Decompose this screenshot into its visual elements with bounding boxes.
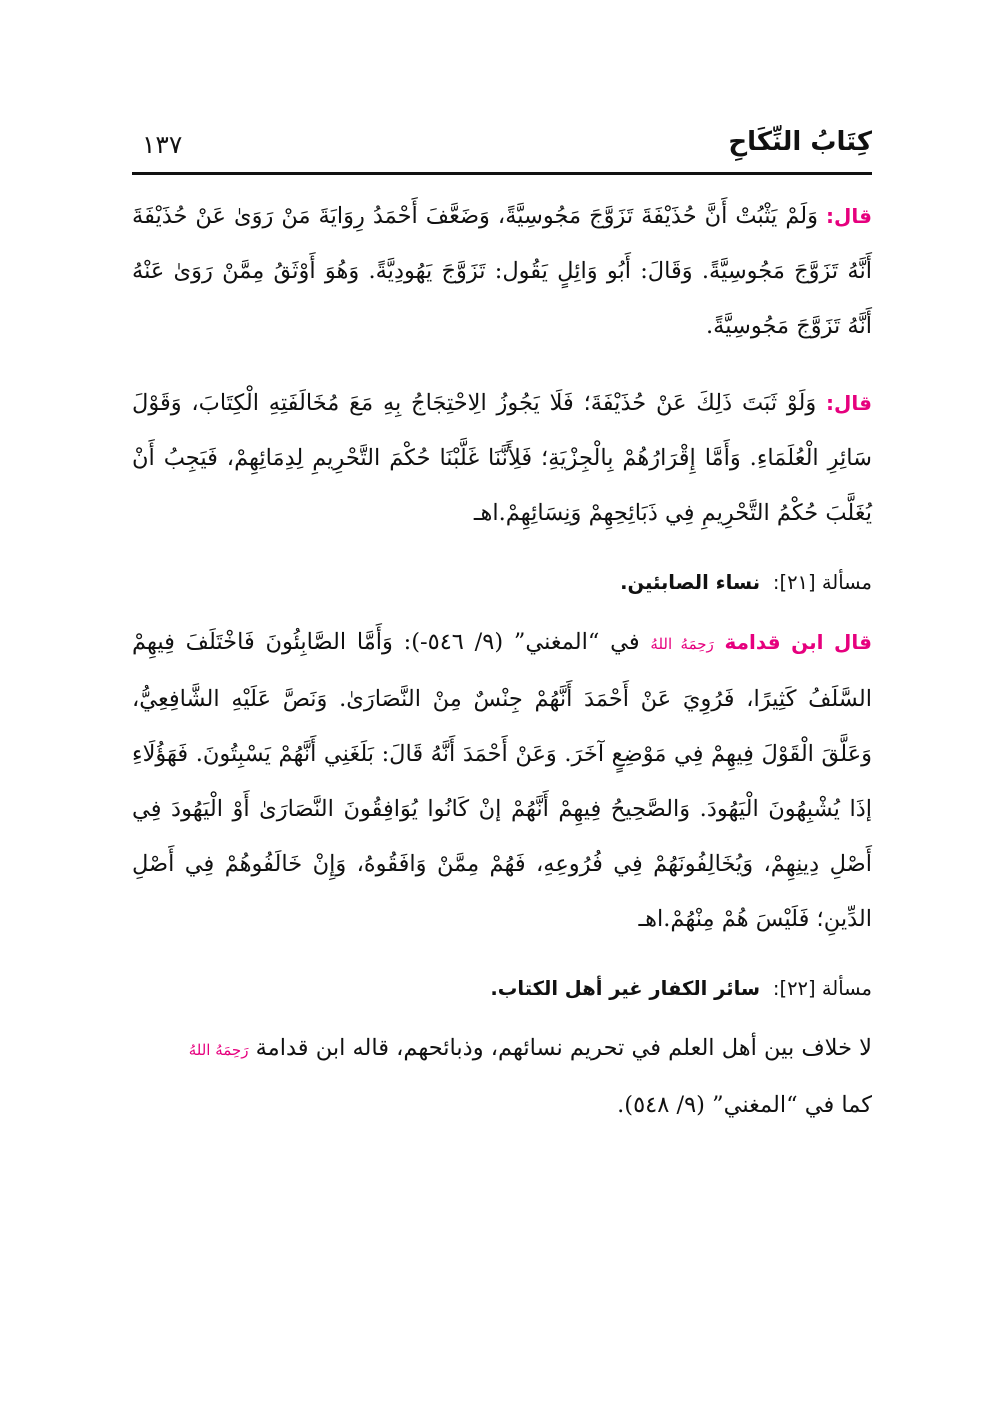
closing-paragraph (132, 1021, 872, 1133)
page-number: ١٣٧ (142, 130, 183, 159)
quote-paragraph (132, 615, 872, 947)
paragraph-1 (132, 189, 872, 354)
quote-text: وَأَمَّا الصَّابِئُونَ فَاخْتَلَفَ فِيهِمْ السَّلَفُ كَثِيرًا، فَرُوِيَ عَنْ أَحْمَدَ أَنَّهُمْ جِنْسٌ مِنْ النَّصَارَىٰ. وَنَصَّ عَلَيْهِ الشَّافِعِيُّ، وَعَلَّقَ الْقَوْلَ فِيهِمْ فِي مَوْضِعٍ آخَرَ. وَعَنْ أَحْمَدَ أَنَّهُ قَالَ: بَلَغَنِي أَنَّهُمْ يَسْبِتُونَ. فَهَؤُلَاءِ إذَا يُشْبِهُونَ الْيَهُودَ. وَالصَّحِيحُ فِيهِمْ أَنَّهُمْ إنْ كَانُوا يُوَافِقُونَ النَّصَارَىٰ أَوْ الْيَهُودَ فِي أَصْلِ دِينِهِمْ، وَيُخَالِفُونَهُمْ فِي فُرُوعِهِ، فَهُمْ مِمَّنْ وَافَقُوهُ، وَإِنْ خَالَفُوهُمْ فِي أَصْلِ الدِّينِ؛ فَلَيْسَ هُمْ مِنْهُمْ.اهـ (132, 629, 872, 932)
running-header (132, 118, 872, 166)
quote-source: في “المغني” (٩/ ٥٤٦-): (392, 629, 640, 655)
issue-heading-22 (132, 973, 872, 1005)
issue-title: نساء الصابئين. (620, 571, 761, 594)
quote-author: قال ابن قدامة (724, 630, 873, 654)
paragraph-text: وَلَوْ ثَبَتَ ذَلِكَ عَنْ حُذَيْفَةَ؛ فَلَا يَجُوزُ الِاحْتِجَاجُ بِهِ مَعَ مُخَالَفَتِهِ الْكِتَابَ، وَقَوْلَ سَائِرِ الْعُلَمَاءِ. وَأَمَّا إِقْرَارُهُمْ بِالْجِزْيَةِ؛ فَلِأَنَّنَا غَلَّبْنَا حُكْمَ التَّحْرِيمِ لِدِمَائِهِمْ، فَيَجِبُ أَنْ يُغَلَّبَ حُكْمُ التَّحْرِيمِ فِي ذَبَائِحِهِمْ وَنِسَائِهِمْ.اهـ (132, 390, 872, 526)
book-page (132, 118, 872, 1133)
issue-title: سائر الكفار غير أهل الكتاب. (490, 977, 761, 1000)
issue-heading-21 (132, 567, 872, 599)
closing-text: لا خلاف بين أهل العلم في تحريم نسائهم، وذبائحهم، قاله ابن قدامة (255, 1035, 872, 1061)
issue-number: مسألة [٢١]: (772, 571, 872, 594)
paragraph-text: وَلَمْ يَثْبُتْ أَنَّ حُذَيْفَةَ تَزَوَّجَ مَجُوسِيَّةً، وَضَعَّفَ أَحْمَدُ رِوَايَةَ مَنْ رَوَىٰ عَنْ حُذَيْفَةَ أَنَّهُ تَزَوَّجَ مَجُوسِيَّةً. وَقَالَ: أَبُو وَائِلٍ يَقُول: تَزَوَّجَ يَهُودِيَّةً. وَهُوَ أَوْثَقُ مِمَّنْ رَوَىٰ عَنْهُ أَنَّهُ تَزَوَّجَ مَجُوسِيَّةً. (132, 203, 872, 339)
speaker-label: قال: (826, 391, 872, 415)
book-title: كِتَابُ النِّكَاحِ (728, 127, 872, 157)
issue-number: مسألة [٢٢]: (772, 977, 872, 1000)
honorific-mark: رَحِمَهُ اللهُ (188, 1041, 249, 1059)
honorific-mark: رَحِمَهُ اللهُ (650, 635, 714, 653)
closing-source: كما في “المغني” (٩/ ٥٤٨). (617, 1092, 872, 1118)
speaker-label: قال: (826, 204, 873, 228)
paragraph-2 (132, 376, 872, 541)
header-rule (132, 172, 872, 175)
